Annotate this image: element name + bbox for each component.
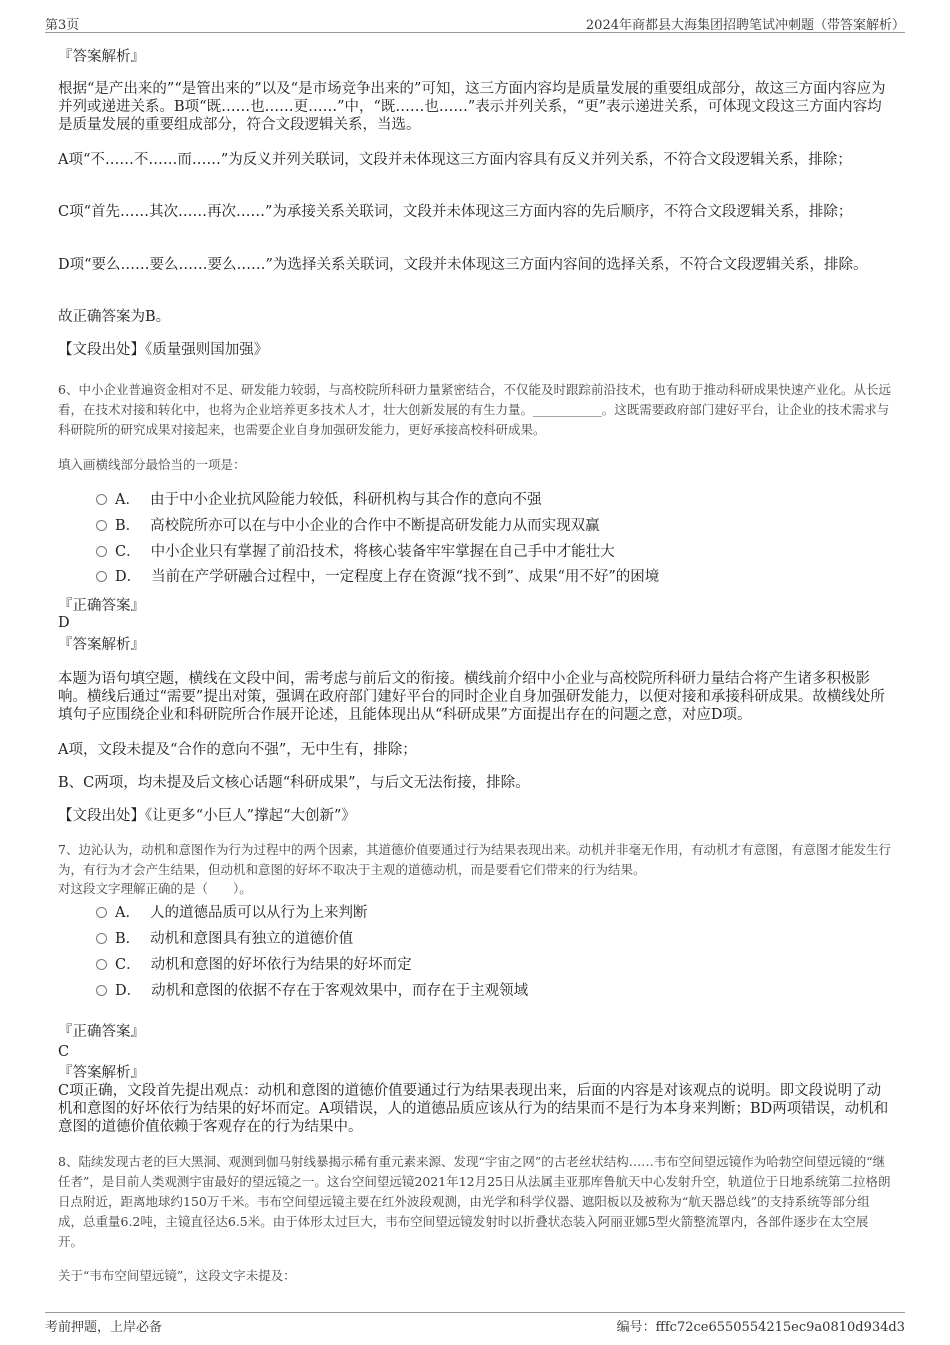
option-a[interactable]: A． 人的道德品质可以从行为上来判断 bbox=[96, 903, 367, 923]
radio-button[interactable] bbox=[96, 494, 107, 505]
option-d[interactable]: D． 动机和意图的依据不存在于客观效果中，而存在于主观领域 bbox=[96, 981, 528, 1001]
question-prompt: 关于“韦布空间望远镜”，这段文字未提及： bbox=[58, 1268, 296, 1283]
radio-button[interactable] bbox=[96, 571, 107, 582]
document-title: 2024年商都县大海集团招聘笔试冲刺题（带答案解析） bbox=[585, 18, 905, 33]
page-number: 第3页 bbox=[45, 18, 80, 33]
analysis-paragraph: C项“首先……其次……再次……”为承接关系关联词，文段并未体现这三方面内容的先后顺序，不符合文段逻辑关系，排除； bbox=[58, 204, 853, 220]
page-footer bbox=[45, 1312, 905, 1335]
radio-button[interactable] bbox=[96, 907, 107, 918]
footer-slogan: 考前押题，上岸必备 bbox=[45, 1320, 163, 1335]
analysis-paragraph: A项，文段未提及“合作的意向不强”，无中生有，排除； bbox=[58, 742, 417, 758]
option-c[interactable]: C． 中小企业只有掌握了前沿技术，将核心装备牢牢掌握在自己手中才能壮大 bbox=[96, 542, 615, 562]
source-citation: 【文段出处】《让更多“小巨人”撑起“大创新”》 bbox=[58, 808, 356, 824]
correct-answer: C bbox=[58, 1044, 70, 1060]
question-stem: 6、中小企业普遍资金相对不足、研发能力较弱，与高校院所科研力量紧密结合，不仅能及时跟踪前沿技术，也有助于推动科研成果快速产业化。从长远看，在技术对接和转化中，也将为企业培养更多技术人才，壮大创新发展的有生力量。___________。这既需要政府部门建好平台，让企业的技术需求与科研院所的研究成果对接起来，也需要企业自身加强研发能力，更好承接高校科研成果。 bbox=[58, 382, 891, 437]
analysis-label: 『答案解析』 bbox=[58, 1065, 145, 1081]
analysis-paragraph: A项“不……不……而……”为反义并列关联词，文段并未体现这三方面内容具有反义并列关系，不符合文段逻辑关系，排除； bbox=[58, 152, 852, 168]
answer-conclusion: 故正确答案为B。 bbox=[58, 309, 171, 325]
radio-button[interactable] bbox=[96, 520, 107, 531]
document-id: 编号：fffc72ce6550554215ec9a0810d934d3 bbox=[616, 1320, 905, 1335]
analysis-paragraph: D项“要么……要么……要么……”为选择关系关联词，文段并未体现这三方面内容间的选择关系，不符合文段逻辑关系，排除。 bbox=[58, 257, 868, 273]
option-b[interactable]: B． 动机和意图具有独立的道德价值 bbox=[96, 929, 353, 949]
correct-answer: D bbox=[58, 615, 70, 631]
question-stem: 8、陆续发现古老的巨大黑洞、观测到伽马射线暴揭示稀有重元素来源、发现“宇宙之网”的古老丝状结构……韦布空间望远镜作为哈勃空间望远镜的“继任者”，是目前人类观测宇宙最好的望远镜之一。这台空间望远镜2021年12月25日从法属圭亚那库鲁航天中心发射升空，轨道位于日地系统第二拉格朗日点附近，距离地球约150万千米。韦布空间望远镜主要在红外波段观测，由光学和科学仪器、遮阳板以及被称为“航天器总线”的支持系统等部分组成，总重量6.2吨，主镜直径达6.5米。由于体形太过巨大，韦布空间望远镜发射时以折叠状态装入阿丽亚娜5型火箭整流罩内，各部件逐步在太空展开。 bbox=[58, 1154, 891, 1249]
analysis-label: 『答案解析』 bbox=[58, 637, 145, 653]
option-d[interactable]: D． 当前在产学研融合过程中，一定程度上存在资源“找不到”、成果“用不好”的困境 bbox=[96, 567, 659, 587]
analysis-paragraph: C项正确，文段首先提出观点：动机和意图的道德价值要通过行为结果表现出来，后面的内容是对该观点的说明。即文段说明了动机和意图的好坏依行为结果的好坏而定。A项错误，人的道德品质应该从行为的结果而不是行为本身来判断；BD两项错误，动机和意图的道德价值依赖于客观存在的行为结果中。 bbox=[58, 1083, 889, 1135]
question-prompt: 填入画横线部分最恰当的一项是： bbox=[58, 457, 246, 472]
radio-button[interactable] bbox=[96, 985, 107, 996]
radio-button[interactable] bbox=[96, 546, 107, 557]
analysis-paragraph: 根据“是产出来的”“是管出来的”以及“是市场竞争出来的”可知，这三方面内容均是质量发展的重要组成部分，故这三方面内容应为并列或递进关系。B项“既……也……更……”中，“既……也……”表示并列关系，“更”表示递进关系，可体现文段这三方面内容均是质量发展的重要组成部分，符合文段逻辑关系，当选。 bbox=[58, 81, 886, 133]
radio-button[interactable] bbox=[96, 959, 107, 970]
analysis-label: 『答案解析』 bbox=[58, 49, 145, 65]
option-b[interactable]: B． 高校院所亦可以在与中小企业的合作中不断提高研发能力从而实现双赢 bbox=[96, 516, 600, 536]
correct-answer-label: 『正确答案』 bbox=[58, 598, 145, 614]
option-a[interactable]: A． 由于中小企业抗风险能力较低，科研机构与其合作的意向不强 bbox=[96, 490, 541, 510]
question-stem: 7、边沁认为，动机和意图作为行为过程中的两个因素，其道德价值要通过行为结果表现出来。动机并非毫无作用，有动机才有意图，有意图才能发生行为，有行为才会产生结果，但动机和意图的好坏不取决于主观的道德动机，而是要看它们带来的行为结果。 bbox=[58, 842, 891, 877]
analysis-paragraph: B、C两项，均未提及后文核心话题“科研成果”，与后文无法衔接，排除。 bbox=[58, 775, 530, 791]
page-header bbox=[45, 12, 905, 33]
analysis-paragraph: 本题为语句填空题，横线在文段中间，需考虑与前后文的衔接。横线前介绍中小企业与高校院所科研力量结合将产生诸多积极影响。横线后通过“需要”提出对策，强调在政府部门建好平台的同时企业自身加强研发能力，以便对接和承接科研成果。故横线处所填句子应围绕企业和科研院所合作展开论述，且能体现出从“科研成果”方面提出存在的问题之意，对应D项。 bbox=[58, 671, 885, 723]
radio-button[interactable] bbox=[96, 933, 107, 944]
correct-answer-label: 『正确答案』 bbox=[58, 1024, 145, 1040]
option-c[interactable]: C． 动机和意图的好坏依行为结果的好坏而定 bbox=[96, 955, 412, 975]
source-citation: 【文段出处】《质量强则国加强》 bbox=[58, 342, 269, 358]
question-prompt: 对这段文字理解正确的是（ ）。 bbox=[58, 881, 252, 896]
